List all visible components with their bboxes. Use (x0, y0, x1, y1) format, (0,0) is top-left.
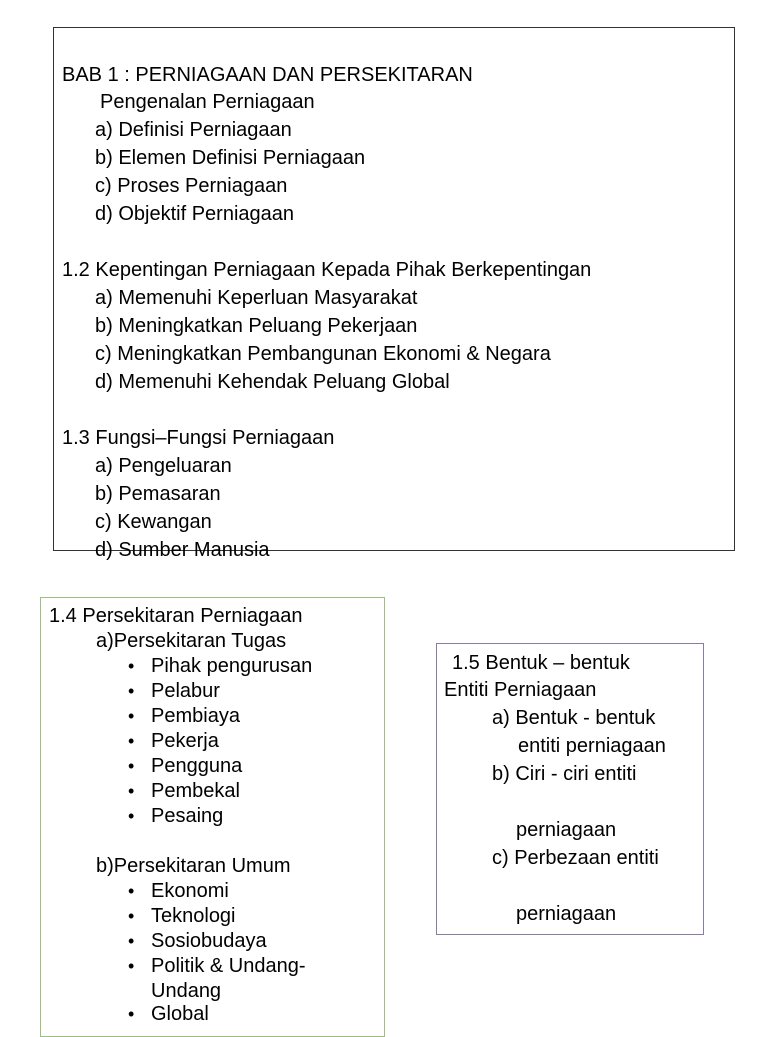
bullet-icon: • (128, 931, 135, 951)
list-item: a) Pengeluaran (95, 455, 232, 477)
subsection-heading: b)Persekitaran Umum (96, 855, 291, 877)
bullet-icon: • (128, 806, 135, 826)
intro-heading: Pengenalan Perniagaan (100, 91, 315, 113)
chapter-title: BAB 1 : PERNIAGAAN DAN PERSEKITARAN (62, 64, 473, 86)
list-item: c) Proses Perniagaan (95, 175, 288, 197)
list-item: Sosiobudaya (151, 930, 267, 952)
bullet-icon: • (128, 706, 135, 726)
list-item: Politik & Undang- (151, 955, 306, 977)
list-item: c) Kewangan (95, 511, 212, 533)
list-item: d) Sumber Manusia (95, 539, 270, 561)
list-item: Teknologi (151, 905, 236, 927)
list-item: d) Memenuhi Kehendak Peluang Global (95, 371, 450, 393)
bullet-icon: • (128, 906, 135, 926)
list-item: Pembiaya (151, 705, 240, 727)
section-heading: 1.4 Persekitaran Perniagaan (49, 605, 303, 627)
list-item: c) Meningkatkan Pembangunan Ekonomi & Negara (95, 343, 551, 365)
section-heading: 1.2 Kepentingan Perniagaan Kepada Pihak Berkepentingan (62, 259, 592, 281)
subsection-heading: a)Persekitaran Tugas (96, 630, 287, 652)
bullet-icon: • (128, 731, 135, 751)
list-item: Pihak pengurusan (151, 655, 313, 677)
bullet-icon: • (128, 881, 135, 901)
list-item: Global (151, 1003, 209, 1025)
list-item-continuation: entiti perniagaan (518, 735, 666, 757)
list-item: Pesaing (151, 805, 224, 827)
bullet-icon: • (128, 781, 135, 801)
list-item: Ekonomi (151, 880, 229, 902)
bullet-icon: • (128, 1004, 135, 1024)
list-item: c) Perbezaan entiti (492, 847, 659, 869)
list-item: b) Pemasaran (95, 483, 221, 505)
list-item: a) Definisi Perniagaan (95, 119, 292, 141)
bullet-icon: • (128, 756, 135, 776)
list-item-continuation: perniagaan (516, 903, 617, 925)
list-item: b) Elemen Definisi Perniagaan (95, 147, 366, 169)
section-heading: 1.3 Fungsi–Fungsi Perniagaan (62, 427, 335, 449)
section-heading-line2: Entiti Perniagaan (444, 679, 597, 701)
list-item-continuation: Undang (151, 980, 222, 1002)
bullet-icon: • (128, 956, 135, 976)
list-item: a) Bentuk - bentuk (492, 707, 656, 729)
list-item: a) Memenuhi Keperluan Masyarakat (95, 287, 418, 309)
list-item: b) Meningkatkan Peluang Pekerjaan (95, 315, 418, 337)
list-item: d) Objektif Perniagaan (95, 203, 295, 225)
bullet-icon: • (128, 681, 135, 701)
list-item: b) Ciri - ciri entiti (492, 763, 637, 785)
list-item: Pelabur (151, 680, 220, 702)
bullet-icon: • (128, 656, 135, 676)
list-item-continuation: perniagaan (516, 819, 617, 841)
list-item: Pembekal (151, 780, 240, 802)
section-heading: 1.5 Bentuk – bentuk (452, 652, 630, 674)
list-item: Pekerja (151, 730, 219, 752)
list-item: Pengguna (151, 755, 243, 777)
